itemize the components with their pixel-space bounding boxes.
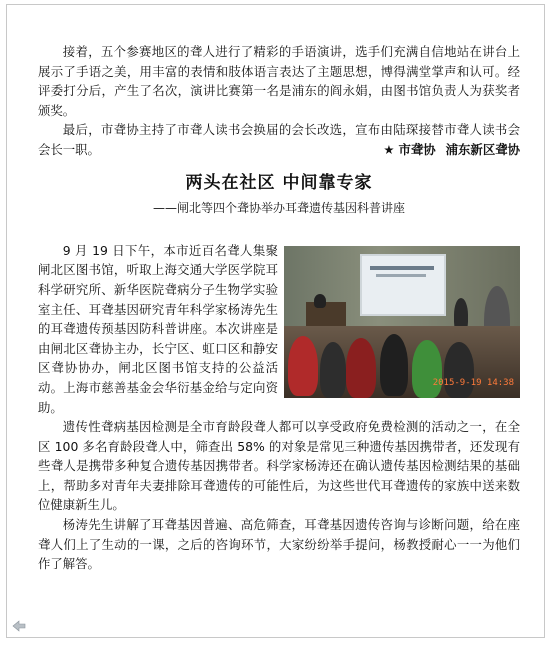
paragraph: 最后，市聋协主持了市聋人读书会换届的会长改选，宣布由陆琛接替市聋人读书会会长一职。 [38,122,520,157]
document-body [38,42,520,574]
paragraph: 遗传性聋病基因检测是全市育龄段聋人都可以享受政府免费检测的活动之一，在全区 100 多名育龄段聋人中，筛查出 58% 的对象是常见三种遗传基因携带者，还发现有些聋人是携带多种复合遗传基因携带者。科学家杨涛还在确认遗传基因检测结果的基础上，帮助多对青年夫妻排除耳聋遗传的可能性后，为这些世代耳聋遗传的家族中送来数位健康新生儿。 [38,419,520,513]
signature [38,140,520,160]
signature-org: 浦东新区聋协 [445,141,520,157]
star-icon: ★ [383,141,395,157]
arrow-left-icon[interactable] [12,620,26,635]
signature-org: 市聋协 [398,141,436,157]
lecture-photo [284,246,520,398]
article-title: 两头在社区 中间靠专家 [185,172,373,193]
paragraph: 接着，五个参赛地区的聋人进行了精彩的手语演讲，选手们充满自信地站在讲台上展示了手语之美，用丰富的表情和肢体语言表达了主题思想，博得满堂掌声和认可。经评委打分后，产生了名次，演讲比赛第一名是浦东的阎永娟，由图书馆负责人为获奖者颁奖。 [38,44,520,118]
paragraph: 杨涛先生讲解了耳聋基因普遍、高危筛查，耳聋基因遗传咨询与诊断问题，给在座聋人们上了生动的一课，之后的咨询环节，大家纷纷举手提问，杨教授耐心一一为他们作了解答。 [38,517,520,572]
paragraph [38,241,520,417]
article-subtitle: ——闸北等四个聋协举办耳聋遗传基因科普讲座 [152,201,405,216]
photo-timestamp: 2015-9-19 14:38 [432,378,514,389]
projection-screen [360,254,446,316]
paragraph-text: 9 月 19 日下午，本市近百名聋人集聚闸北区图书馆，听取上海交通大学医学院耳科学研究所、新华医院聋病分子生物学实验室主任、耳聋基因研究青年科学家杨涛先生的耳聋遗传预基因防科普讲座。本次讲座是由闸北区聋协主办，长宁区、虹口区和静安区聋协协办，闸北区图书馆支持的公益活动。上海市慈善基金会华衍基金给与定向资助。 [38,242,278,415]
